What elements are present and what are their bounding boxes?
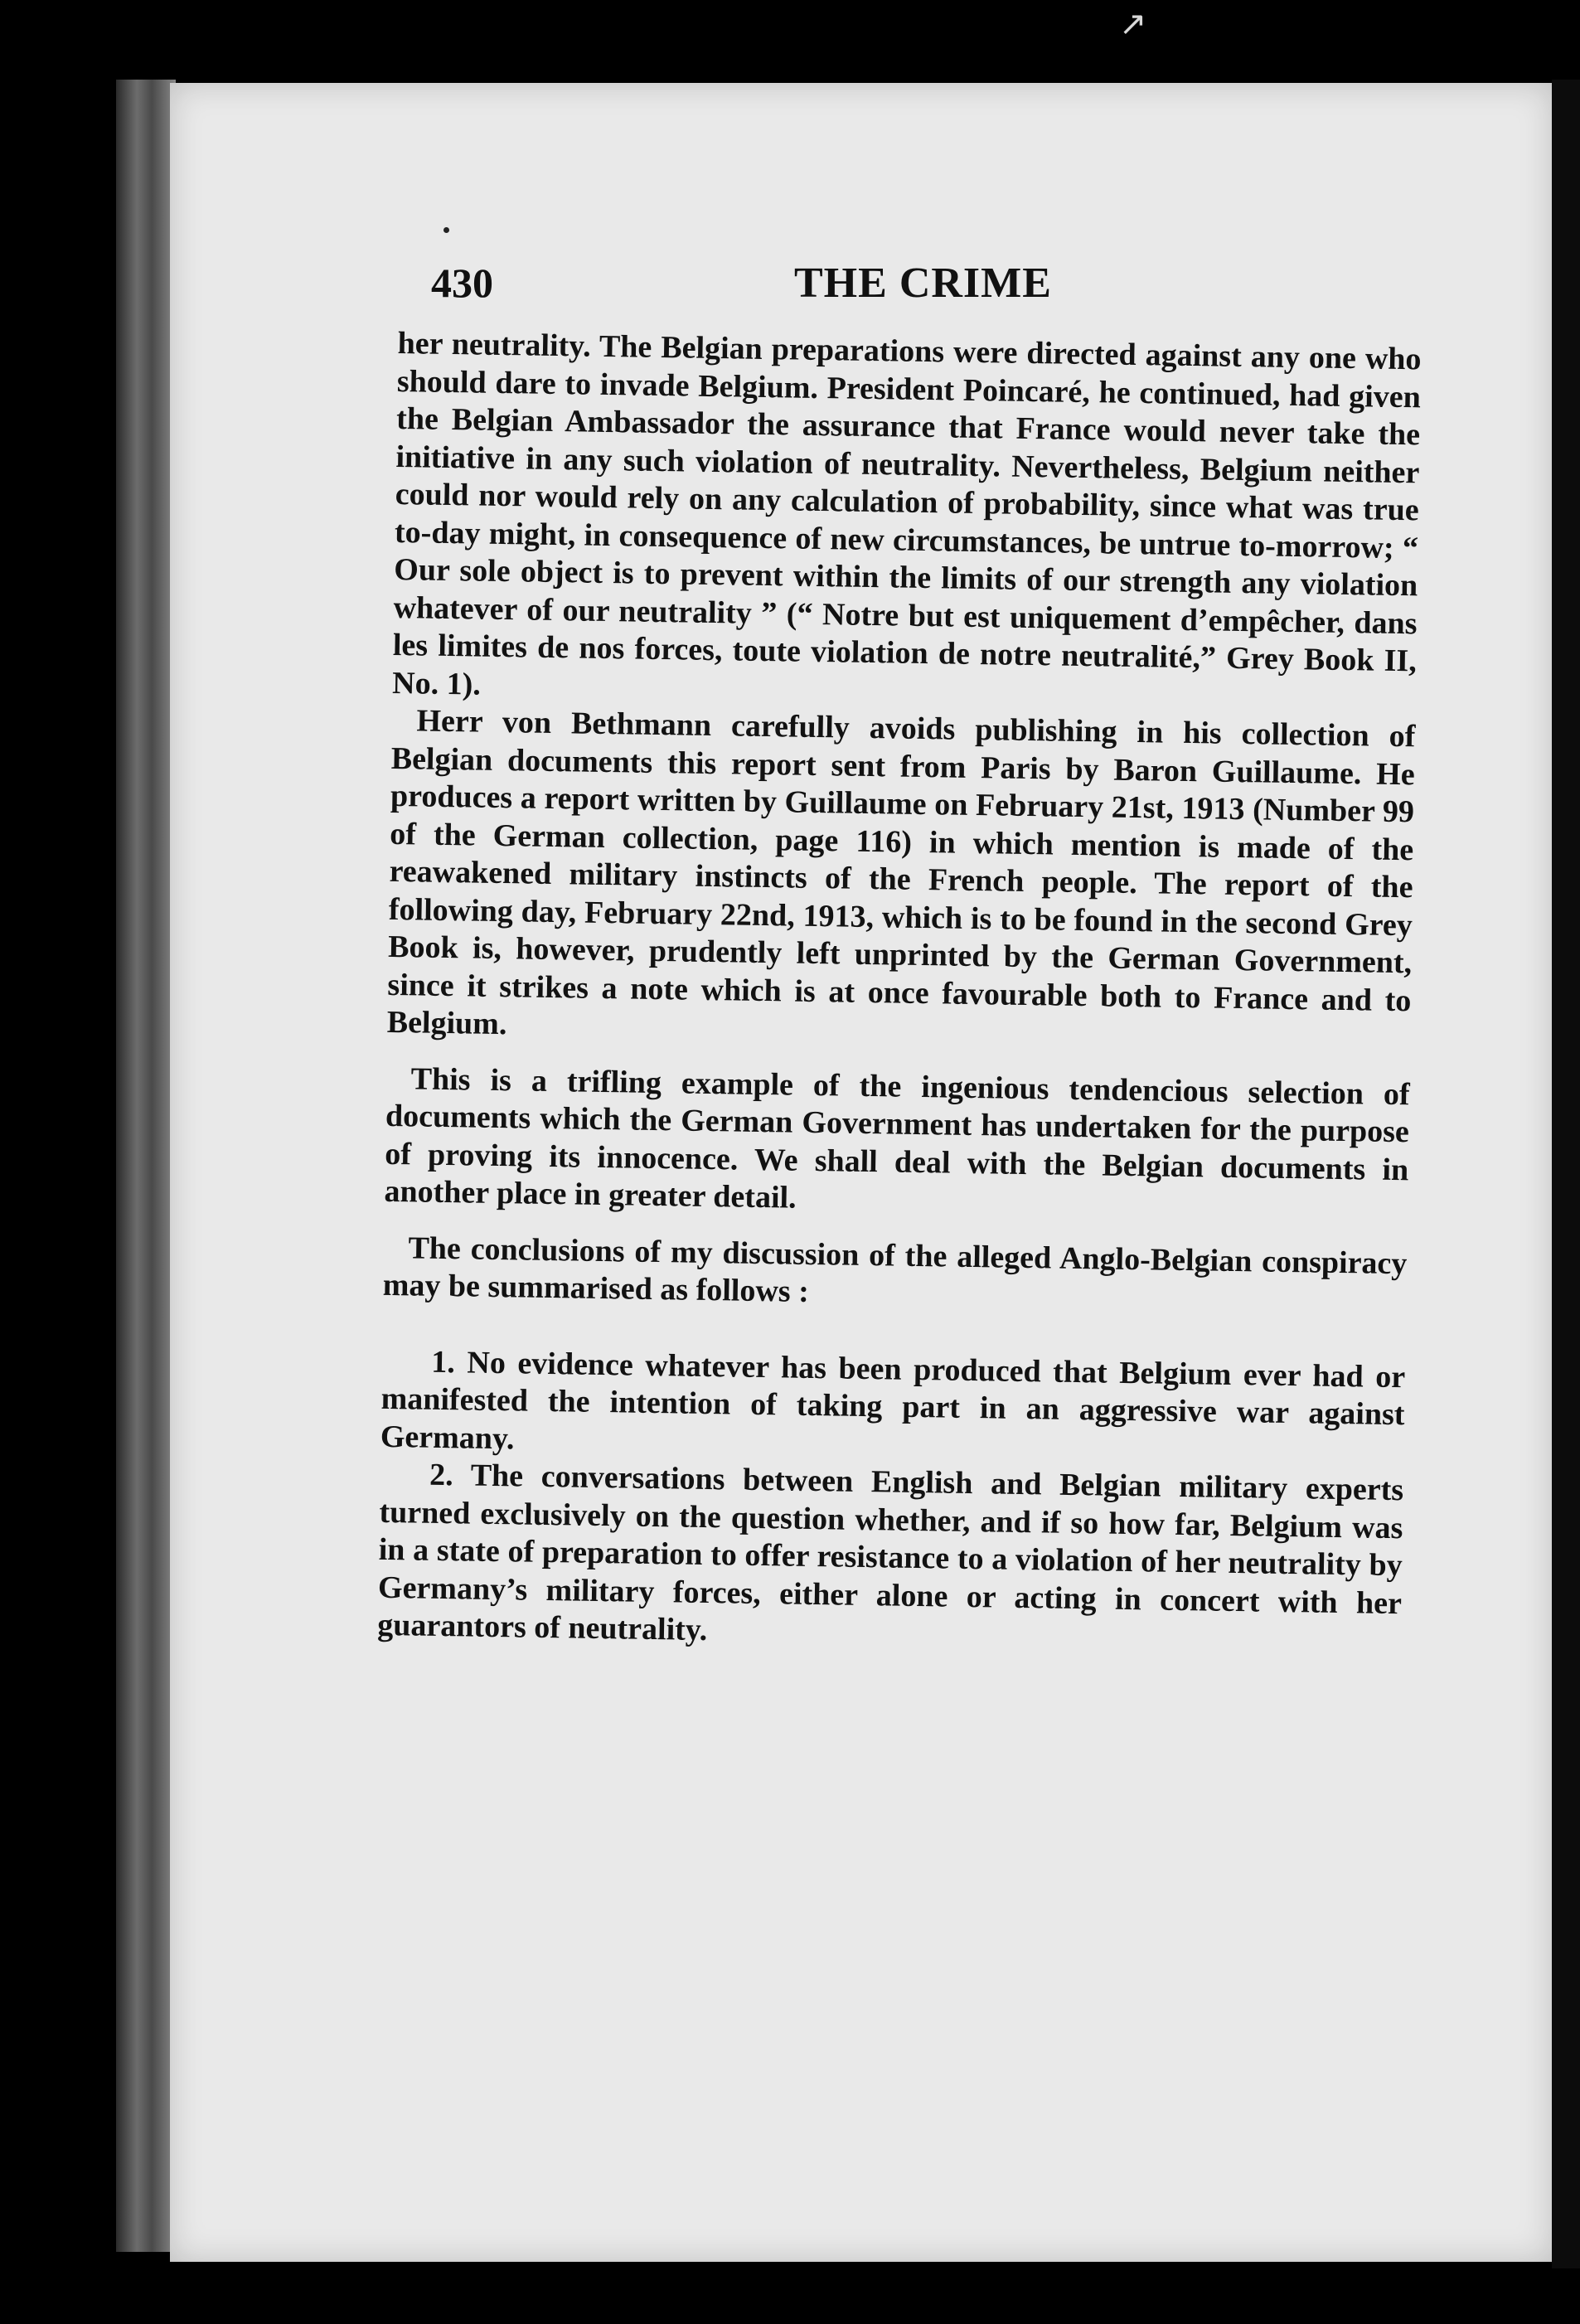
book-binding-edge bbox=[116, 80, 176, 2252]
paragraph-bethmann: Herr von Bethmann carefully avoids publishing in his collection of Belgian documents this report sent from Paris by Baron Guillaume. He produces a report written by Guillaume on February 21st, 1913 (Number 99 of the German collection, page 116) in which mention is made of the reawakened military instincts of the French people. The report of the following day, February 22nd, 1913, which is to be found in the second Grey Book is, however, prudently left unprinted by the German Government, since it strikes a note which is at once favourable both to France and to Belgium. bbox=[386, 703, 1416, 1042]
body-text bbox=[377, 325, 1422, 1661]
paragraph-conclusions: The conclusions of my discussion of the alleged Anglo-Belgian conspiracy may be summarised as follows : bbox=[382, 1230, 1408, 1309]
paragraph-trifling-example: This is a trifling example of the ingenious tendencious selection of documents which the German Government has undertaken for the purpose of proving its innocence. We shall deal with the Belgian documents in another place in greater detail. bbox=[384, 1060, 1410, 1215]
scan-corner-mark: ↗ bbox=[1119, 5, 1147, 43]
paragraph-continuation: her neutrality. The Belgian preparations were directed against any one who should dare to invade Belgium. President Poincaré, he continued, had given the Belgian Ambassador the assurance that France would never take the initiative in any such violation of neutrality. Nevertheless, Belgium neither could nor would rely on any calculation of probability, since what was true to-day might, in consequence of new circumstances, be untrue to-morrow; “ Our sole object is to prevent within the limits of our strength any violation whatever of our neutrality ” (“ Notre but est uniquement d’empêcher, dans les limites de nos forces, toute violation de notre neutralité,” Grey Book II, No. 1). bbox=[391, 325, 1422, 702]
conclusion-item-1: 1. No evidence whatever has been produced that Belgium ever had or manifested the intention of taking part in an aggressive war against Germany. bbox=[380, 1344, 1406, 1456]
page-number: 430 bbox=[431, 260, 493, 306]
running-title: THE CRIME bbox=[794, 260, 1052, 307]
page-right-edge bbox=[1552, 80, 1580, 2268]
conclusion-item-2: 2. The conversations between English and Belgian military experts turned exclusively on the question whether, and if so how far, Belgium was in a state of preparation to offer resistance to a violation of her neutrality by Germany’s military forces, either alone or acting in concert with her guarantors of neutrality. bbox=[377, 1457, 1404, 1648]
page-header bbox=[431, 259, 1426, 317]
ink-speck bbox=[443, 227, 449, 233]
